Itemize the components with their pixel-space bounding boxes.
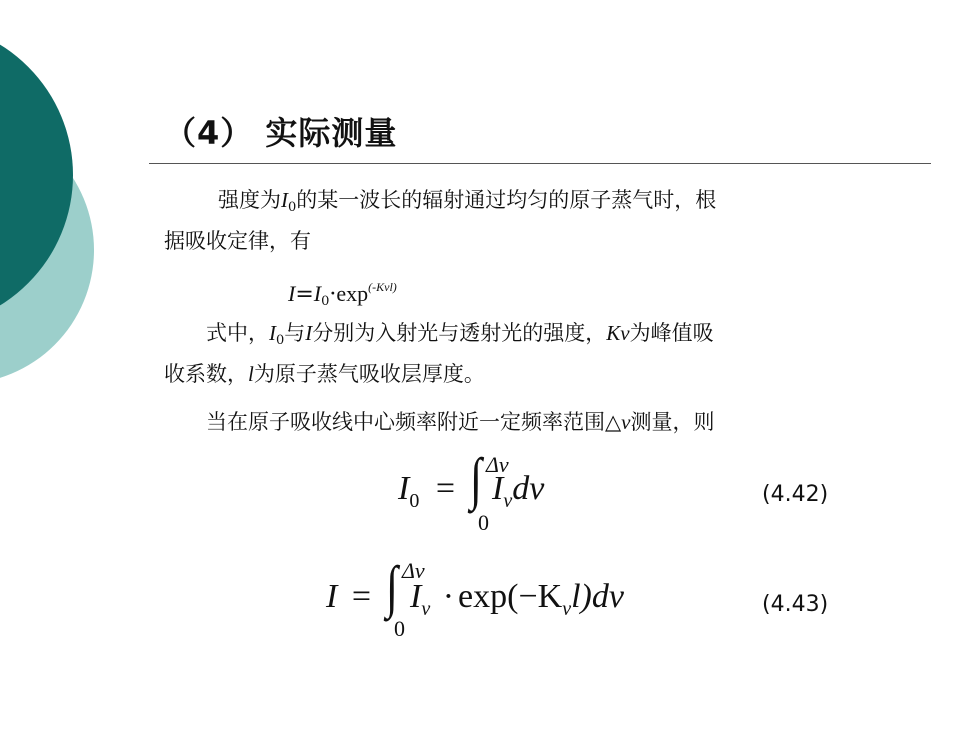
f1-power: (-Kvl) [368, 280, 397, 294]
f1-dot: · [329, 282, 337, 307]
eq43-integrand-group [410, 578, 624, 621]
paragraph-1-line-2: 据吸收定律，有 [164, 229, 311, 253]
p2-sub-0: 0 [276, 333, 285, 348]
eq43-integrand: I [410, 578, 422, 615]
f1-i0: I [313, 281, 322, 306]
paragraph-1-line-1 [218, 183, 716, 225]
p2-text-c: 分别为入射光与透射光的强度， [312, 321, 607, 345]
eq43-upper-limit: Δv [402, 558, 425, 583]
p2-var-i: I [305, 321, 313, 345]
p3-text-a: 当在原子吸收线中心频率附近一定频率范围△ [206, 410, 622, 434]
eq42-integrand-sub: v [503, 490, 513, 512]
eq42-lhs: I [398, 470, 410, 507]
paragraph-2-line-2 [164, 357, 485, 391]
eq43-number: (4.43) [762, 592, 829, 617]
p3-text-b: 测量，则 [630, 410, 715, 434]
f1-i0-sub: 0 [321, 294, 330, 309]
eq42-integrand: I [492, 470, 504, 507]
eq43-lhs: I [326, 578, 338, 615]
eq42-integral-sign: ∫ [469, 446, 482, 511]
f1-eq: = [295, 282, 314, 307]
p2-text-e: 收系数， [164, 362, 248, 386]
eq42-lhs-group [398, 470, 463, 513]
p2-var-i0: I [269, 321, 276, 345]
p3-var-v: v [621, 410, 631, 434]
eq42-eq: = [435, 470, 456, 507]
eq42-number: (4.42) [762, 482, 829, 507]
p1-text-a: 强度为 [218, 188, 281, 212]
paragraph-2-line-1 [206, 316, 714, 358]
eq42-lower-limit: 0 [478, 510, 489, 535]
p2-var-l: l [248, 362, 254, 386]
eq43-integral-sign: ∫ [385, 554, 398, 619]
p2-text-d: 为峰值吸 [629, 321, 714, 345]
eq42-upper-limit: Δv [486, 452, 509, 477]
p2-text-a: 式中， [206, 321, 269, 345]
slide-title: （4） 实际测量 [164, 114, 398, 152]
paragraph-3 [206, 405, 714, 439]
eq43-lhs-group [326, 578, 377, 616]
p2-var-kv: Kv [606, 321, 630, 345]
f1-exp: exp [336, 281, 369, 306]
eq42-diff: dv [512, 470, 545, 507]
eq43-exp: exp(−K [458, 578, 563, 615]
p1-text-b: 的某一波长的辐射通过均匀的原子蒸气时，根 [296, 188, 717, 212]
eq42-integrand-group [492, 470, 544, 513]
eq43-lower-limit: 0 [394, 616, 405, 641]
p1-sub-0: 0 [288, 200, 297, 215]
formula-absorption-law [288, 270, 397, 319]
eq43-integrand-sub: v [421, 598, 431, 620]
p2-text-f: 为原子蒸气吸收层厚度。 [253, 362, 485, 386]
eq43-rest: l)dv [571, 578, 624, 615]
eq43-eq: = [351, 578, 372, 615]
f1-lhs: I [288, 281, 296, 306]
p1-var-i: I [281, 188, 288, 212]
title-underline [149, 163, 931, 164]
p2-text-b: 与 [284, 321, 306, 345]
eq43-dot: · [442, 578, 455, 615]
eq42-lhs-sub: 0 [409, 490, 420, 512]
eq43-k-sub: v [562, 598, 572, 620]
